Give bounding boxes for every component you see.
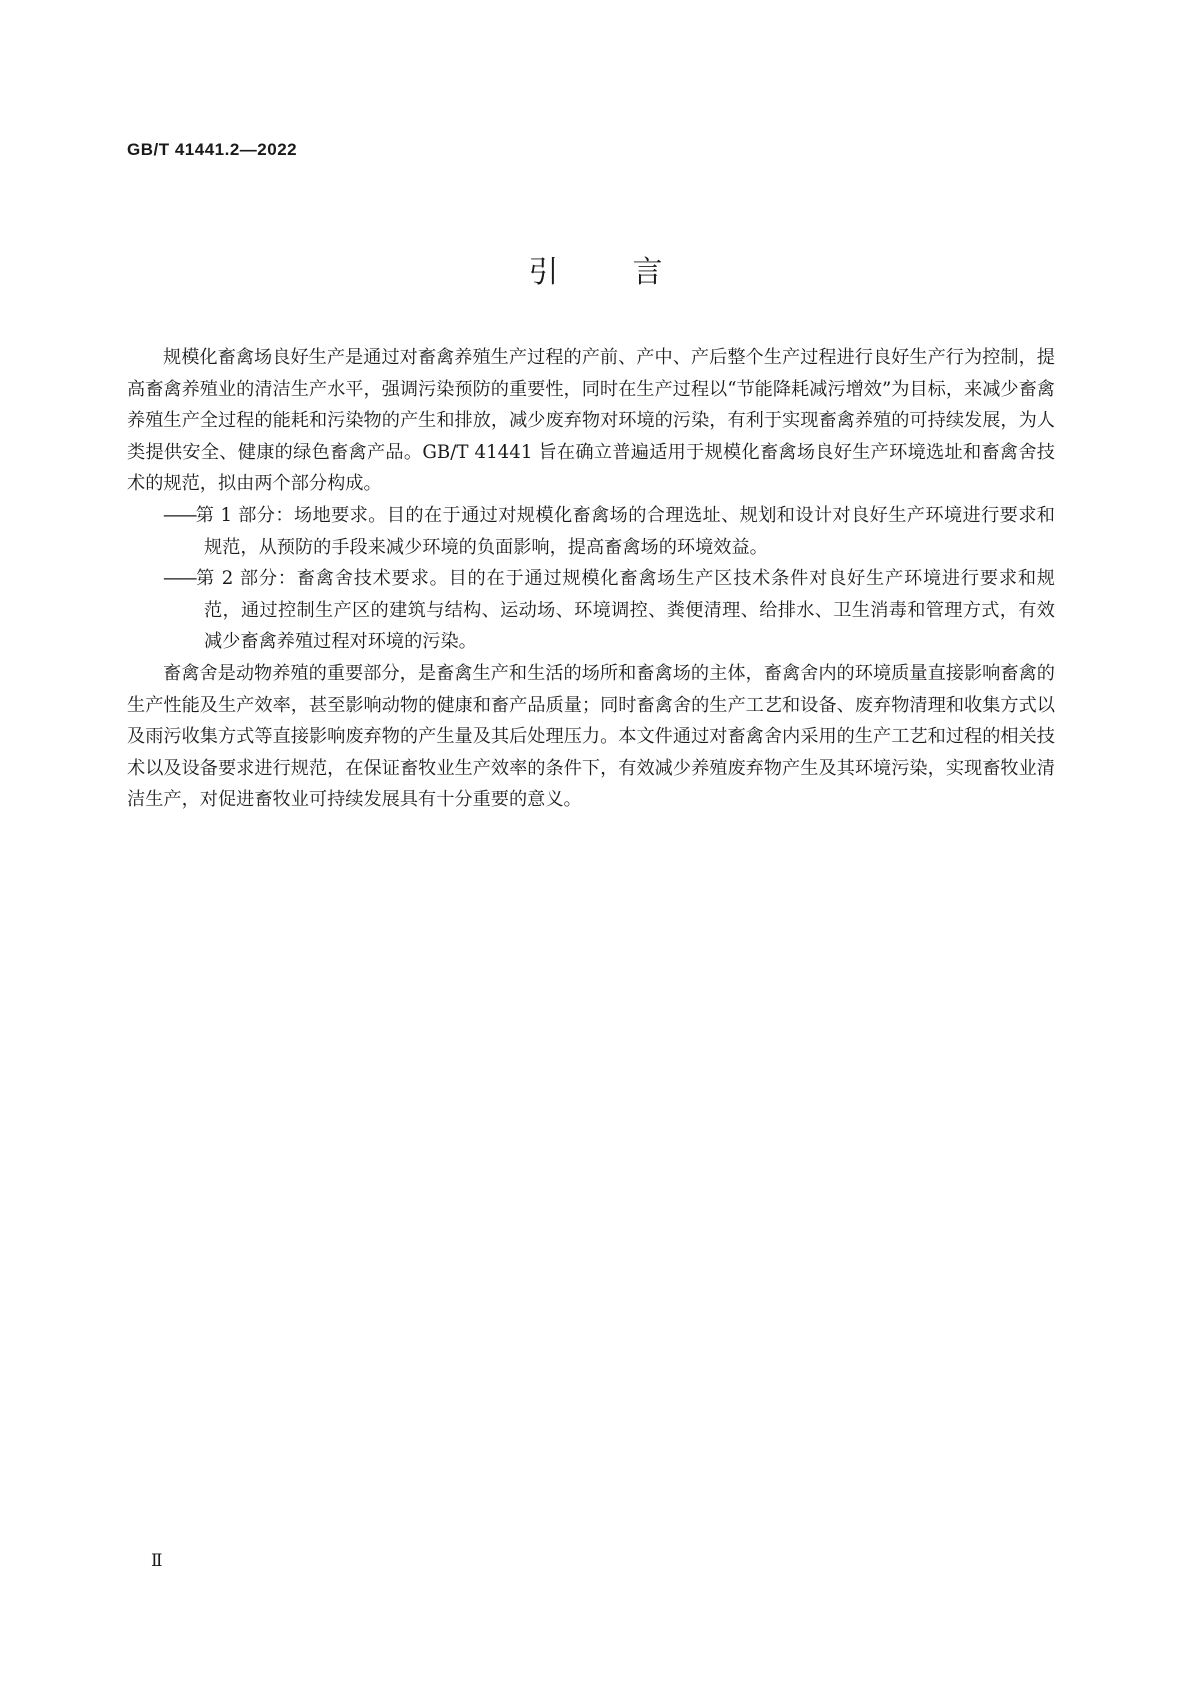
- list-item-text: 第 1 部分：场地要求。目的在于通过对规模化畜禽场的合理选址、规划和设计对良好生产环境进行要求和规范，从预防的手段来减少环境的负面影响，提高畜禽场的环境效益。: [195, 504, 1055, 558]
- page-title: [0, 247, 1191, 291]
- list-item-text: 第 2 部分：畜禽舍技术要求。目的在于通过规模化畜禽场生产区技术条件对良好生产环境进行要求和规范，通过控制生产区的建筑与结构、运动场、环境调控、粪便清理、给排水、卫生消毒和管理方式，有效减少畜禽养殖过程对环境的污染。: [195, 568, 1055, 653]
- list-item-part-2: [127, 563, 1055, 658]
- title-char-1: 引: [528, 255, 559, 290]
- list-dash: ——: [163, 568, 196, 590]
- page-number: Ⅱ: [151, 1551, 163, 1570]
- list-item-part-1: [127, 500, 1055, 563]
- document-body: [127, 342, 1055, 816]
- list-dash: ——: [163, 504, 196, 526]
- closing-paragraph: 畜禽舍是动物养殖的重要部分，是畜禽生产和生活的场所和畜禽场的主体，畜禽舍内的环境质量直接影响畜禽的生产性能及生产效率，甚至影响动物的健康和畜产品质量；同时畜禽舍的生产工艺和设备、废弃物清理和收集方式以及雨污收集方式等直接影响废弃物的产生量及其后处理压力。本文件通过对畜禽舍内采用的生产工艺和过程的相关技术以及设备要求进行规范，在保证畜牧业生产效率的条件下，有效减少养殖废弃物产生及其环境污染，实现畜牧业清洁生产，对促进畜牧业可持续发展具有十分重要的意义。: [127, 662, 1055, 811]
- standard-code: GB/T 41441.2—2022: [127, 140, 298, 159]
- intro-paragraph: 规模化畜禽场良好生产是通过对畜禽养殖生产过程的产前、产中、产后整个生产过程进行良好生产行为控制，提高畜禽养殖业的清洁生产水平，强调污染预防的重要性，同时在生产过程以“节能降耗减污增效”为目标，来减少畜禽养殖生产全过程的能耗和污染物的产生和排放，减少废弃物对环境的污染，有利于实现畜禽养殖的可持续发展，为人类提供安全、健康的绿色畜禽产品。GB/T 41441 旨在确立普遍适用于规模化畜禽场良好生产环境选址和畜禽舍技术的规范，拟由两个部分构成。: [127, 347, 1055, 495]
- title-char-2: 言: [632, 255, 663, 290]
